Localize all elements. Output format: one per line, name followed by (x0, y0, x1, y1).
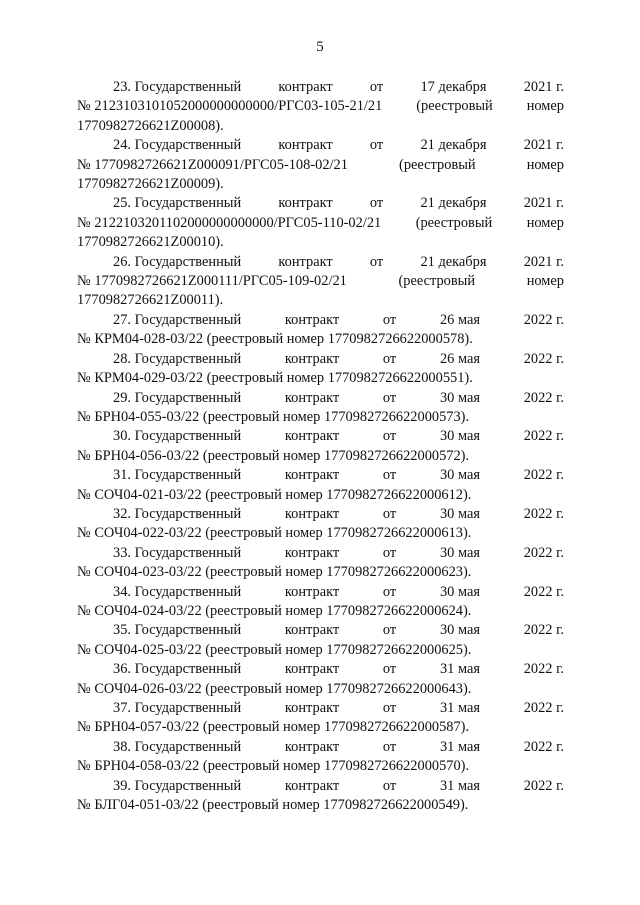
contract-item-heading-line (77, 466, 564, 485)
contract-item-word: Государственный (134, 137, 242, 154)
contract-item-number-and-word (113, 389, 241, 408)
contract-item-from: от (382, 389, 397, 406)
contract-item-detail-segment: № СОЧ04-024-03/22 (реестровый номер 1770982726622000624). (77, 602, 472, 619)
contract-item-year: 2022 г. (523, 777, 564, 794)
contract-item-word: Государственный (134, 467, 242, 484)
contract-item-year: 2022 г. (523, 311, 564, 328)
contract-item-detail-segment: № БРН04-058-03/22 (реестровый номер 1770982726622000570). (77, 758, 470, 775)
contract-item-kind: контракт (284, 583, 340, 600)
contract-item (77, 777, 564, 816)
contract-item-from: от (369, 79, 384, 95)
contract-item-year: 2022 г. (523, 622, 564, 639)
contract-item-heading-line (77, 505, 564, 524)
contract-item-kind: контракт (284, 777, 340, 794)
contract-item-kind: контракт (284, 661, 340, 678)
contract-item-detail-line (77, 796, 564, 815)
contract-item-number-and-word (113, 194, 241, 213)
contract-item-number: 27. (113, 311, 131, 328)
contract-item-kind: контракт (284, 311, 340, 328)
contract-item-word: Государственный (134, 700, 242, 716)
contract-item-detail-segment: № БЛГ04-051-03/22 (реестровый номер 1770982726622000549). (77, 797, 469, 814)
contract-item-number-and-word (113, 427, 241, 446)
contract-item-kind: контракт (284, 700, 340, 716)
contract-item-number: 35. (113, 622, 131, 639)
contract-item-number-and-word (113, 350, 241, 369)
contract-item-detail-segment: № КРМ04-029-03/22 (реестровый номер 1770982726622000551). (77, 370, 473, 387)
contract-item-number-and-word (113, 311, 241, 330)
contract-item-number-and-word (113, 699, 241, 718)
contract-item-detail-line (77, 680, 564, 699)
contract-item-year: 2022 г. (523, 428, 564, 445)
contract-item-detail-line (77, 369, 564, 388)
contract-item-from: от (382, 467, 397, 484)
contract-item-word: Государственный (134, 777, 242, 794)
contract-item-kind: контракт (284, 738, 340, 755)
contract-item-kind: контракт (284, 505, 340, 522)
contract-item-detail-segment: № КРМ04-028-03/22 (реестровый номер 1770982726622000578). (77, 331, 473, 348)
contract-item-detail-segment: номер (526, 273, 564, 290)
contract-item-word: Государственный (134, 253, 242, 270)
contract-item-kind: контракт (278, 253, 333, 270)
contract-item-date: 31 мая (439, 777, 480, 794)
contract-item-date: 17 декабря (420, 79, 487, 95)
contract-item-number-and-word (113, 466, 241, 485)
contract-item-heading-line (77, 738, 564, 757)
contract-item-heading-line (77, 583, 564, 602)
contract-item-date: 30 мая (439, 428, 480, 445)
contract-item (77, 136, 564, 194)
contract-item-date: 21 декабря (420, 137, 487, 154)
contract-item-detail-segment: № СОЧ04-025-03/22 (реестровый номер 1770982726622000625). (77, 641, 472, 658)
contract-item-number: 28. (113, 350, 131, 367)
contract-item-number: 36. (113, 661, 131, 678)
contract-item-registry-line: 1770982726621Z00009). (77, 176, 224, 193)
contract-item-detail-line (77, 272, 564, 291)
contract-item-heading-line (77, 136, 564, 155)
contract-item-detail-line (77, 602, 564, 621)
contract-item-registry-line: 1770982726621Z00011). (77, 292, 224, 309)
contract-item-detail-line (77, 214, 564, 233)
contract-item-heading-line (77, 621, 564, 640)
contract-item (77, 466, 564, 505)
contract-item (77, 660, 564, 699)
contract-item-number-and-word (113, 136, 241, 155)
contract-item-registry-line: 1770982726621Z00008). (77, 117, 224, 134)
contract-item-date: 30 мая (439, 544, 480, 561)
contract-item-number: 33. (113, 544, 131, 561)
contract-item (77, 621, 564, 660)
contract-item-word: Государственный (134, 505, 242, 522)
contract-item-detail-line (77, 156, 564, 175)
contract-item (77, 78, 564, 136)
contract-item-detail-line (77, 718, 564, 737)
contract-item-from: от (382, 350, 397, 367)
contract-item-detail-line (77, 757, 564, 776)
contract-item-number: 37. (113, 700, 131, 716)
contract-item-heading-line (77, 777, 564, 796)
contract-item-detail-segment: номер (526, 156, 564, 173)
contract-item-number: 32. (113, 505, 131, 522)
contract-item (77, 699, 564, 738)
contract-item-date: 30 мая (439, 467, 480, 484)
contract-item-date: 26 мая (439, 350, 480, 367)
contract-item-detail-segment: № 2123103101052000000000000/РГС03-105-21/21 (77, 98, 383, 115)
contract-item-detail-segment: № 1770982726621Z000111/РГС05-109-02/21 (77, 273, 347, 290)
contract-item-detail-segment: № БРН04-056-03/22 (реестровый номер 1770982726622000572). (77, 447, 470, 464)
contract-item-from: от (382, 544, 397, 561)
contract-item-number: 34. (113, 583, 131, 600)
contract-item-number-and-word (113, 660, 241, 679)
contract-item-number-and-word (113, 738, 241, 757)
contract-item-number-and-word (113, 544, 241, 563)
contract-item-number: 25. (113, 195, 131, 212)
contract-item-heading-line (77, 253, 564, 272)
contract-item-number: 31. (113, 467, 131, 484)
contract-item-heading-line (77, 544, 564, 563)
contract-item (77, 350, 564, 389)
contract-item-detail-segment: номер (526, 214, 564, 231)
contract-item-year: 2021 г. (523, 79, 564, 95)
contract-item-detail-segment: № БРН04-057-03/22 (реестровый номер 1770982726622000587). (77, 719, 470, 736)
contract-item-detail-segment: (реестровый (399, 156, 476, 173)
contract-item-number: 39. (113, 777, 131, 794)
contract-item-year: 2022 г. (523, 661, 564, 678)
contract-item-year: 2022 г. (523, 505, 564, 522)
contract-item-kind: контракт (284, 622, 340, 639)
contract-item-date: 21 декабря (420, 195, 487, 212)
contract-item-from: от (369, 137, 384, 154)
contract-item-word: Государственный (134, 583, 242, 600)
contract-item-detail-segment: (реестровый (415, 214, 493, 231)
contract-item-kind: контракт (278, 137, 333, 154)
contract-item-from: от (369, 195, 384, 212)
contract-item-word: Государственный (134, 544, 242, 561)
contract-item-word: Государственный (134, 428, 242, 445)
contract-item-number-and-word (113, 583, 241, 602)
contract-item-detail-segment: № СОЧ04-023-03/22 (реестровый номер 1770982726622000623). (77, 564, 472, 581)
contract-item-from: от (382, 622, 397, 639)
contract-item-detail-segment: № 2122103201102000000000000/РГС05-110-02/21 (77, 214, 382, 231)
contract-item-date: 31 мая (439, 661, 480, 678)
contract-item-from: от (382, 700, 397, 716)
contract-item-word: Государственный (134, 79, 242, 95)
contract-item-date: 30 мая (439, 622, 480, 639)
contract-item (77, 738, 564, 777)
contract-item-detail-segment: № СОЧ04-021-03/22 (реестровый номер 1770982726622000612). (77, 486, 472, 503)
contract-item-detail-segment: № БРН04-055-03/22 (реестровый номер 1770982726622000573). (77, 408, 470, 425)
contract-item-number: 29. (113, 389, 131, 406)
contract-item-kind: контракт (284, 350, 340, 367)
contract-item-number-and-word (113, 253, 241, 272)
contract-item-heading-line (77, 427, 564, 446)
contract-item-date: 30 мая (439, 389, 480, 406)
contract-item-from: от (382, 505, 397, 522)
contract-item-heading-line (77, 194, 564, 213)
contract-item-detail-segment: № СОЧ04-026-03/22 (реестровый номер 1770982726622000643). (77, 680, 472, 697)
contract-item-kind: контракт (284, 389, 340, 406)
page-number: 5 (316, 39, 324, 55)
contract-item-number: 30. (113, 428, 131, 445)
contract-item-detail-line (77, 524, 564, 543)
contract-item-from: от (382, 738, 397, 755)
contract-item-word: Государственный (134, 311, 242, 328)
contract-item-year: 2021 г. (523, 137, 564, 154)
contract-item-detail-line (77, 641, 564, 660)
contract-list (77, 78, 564, 815)
contract-item-detail-line (77, 563, 564, 582)
contract-item-detail-line (77, 447, 564, 466)
contract-item-detail-segment: (реестровый (416, 98, 493, 115)
contract-item-number: 24. (113, 137, 131, 154)
contract-item-detail-segment: (реестровый (398, 273, 476, 290)
contract-item-date: 21 декабря (420, 253, 487, 270)
contract-item-kind: контракт (284, 428, 340, 445)
contract-item-detail-line (77, 408, 564, 427)
contract-item (77, 427, 564, 466)
contract-item (77, 194, 564, 252)
contract-item-date: 31 мая (439, 700, 480, 716)
contract-item-heading-line (77, 660, 564, 679)
contract-item-year: 2022 г. (523, 389, 564, 406)
contract-item-date: 26 мая (439, 311, 480, 328)
contract-item-kind: контракт (278, 195, 333, 212)
contract-item-heading-line (77, 350, 564, 369)
contract-item-number-and-word (113, 78, 241, 97)
contract-item-number: 23. (113, 79, 131, 95)
contract-item-heading-line (77, 699, 564, 718)
contract-item-year: 2022 г. (523, 467, 564, 484)
contract-item-number: 38. (113, 738, 131, 755)
contract-item-year: 2022 г. (523, 350, 564, 367)
contract-item-from: от (382, 583, 397, 600)
contract-item-date: 31 мая (439, 738, 480, 755)
contract-item-number-and-word (113, 621, 241, 640)
contract-item-detail-segment: № СОЧ04-022-03/22 (реестровый номер 1770982726622000613). (77, 525, 472, 542)
contract-item (77, 389, 564, 428)
contract-item-detail-line (77, 97, 564, 116)
contract-item-year: 2021 г. (523, 253, 564, 270)
contract-item-year: 2021 г. (523, 195, 564, 212)
contract-item-detail-segment: № 1770982726621Z000091/РГС05-108-02/21 (77, 156, 348, 173)
contract-item-detail-segment: номер (526, 98, 564, 115)
contract-item-word: Государственный (134, 195, 242, 212)
contract-item (77, 544, 564, 583)
contract-item-from: от (382, 777, 397, 794)
contract-item (77, 583, 564, 622)
contract-item-detail-line (77, 330, 564, 349)
contract-item-year: 2022 г. (523, 583, 564, 600)
contract-item-number-and-word (113, 777, 241, 796)
contract-item-kind: контракт (278, 79, 333, 95)
contract-item-heading-line (77, 311, 564, 330)
contract-item-year: 2022 г. (523, 700, 564, 716)
contract-item-kind: контракт (284, 467, 340, 484)
contract-item-year: 2022 г. (523, 738, 564, 755)
contract-item-word: Государственный (134, 738, 242, 755)
contract-item-kind: контракт (284, 544, 340, 561)
contract-item-word: Государственный (134, 661, 242, 678)
contract-item-number: 26. (113, 253, 131, 270)
contract-item (77, 505, 564, 544)
contract-item-word: Государственный (134, 389, 242, 406)
contract-item-from: от (382, 428, 397, 445)
contract-item-detail-line (77, 486, 564, 505)
contract-item-year: 2022 г. (523, 544, 564, 561)
contract-item (77, 311, 564, 350)
contract-item-from: от (382, 661, 397, 678)
contract-item-word: Государственный (134, 350, 242, 367)
contract-item-number-and-word (113, 505, 241, 524)
contract-item (77, 253, 564, 311)
contract-item-from: от (369, 253, 384, 270)
contract-item-registry-line: 1770982726621Z00010). (77, 234, 224, 251)
contract-item-from: от (382, 311, 397, 328)
contract-item-heading-line (77, 78, 564, 97)
contract-item-date: 30 мая (439, 505, 480, 522)
contract-item-date: 30 мая (439, 583, 480, 600)
contract-item-heading-line (77, 389, 564, 408)
contract-item-word: Государственный (134, 622, 242, 639)
